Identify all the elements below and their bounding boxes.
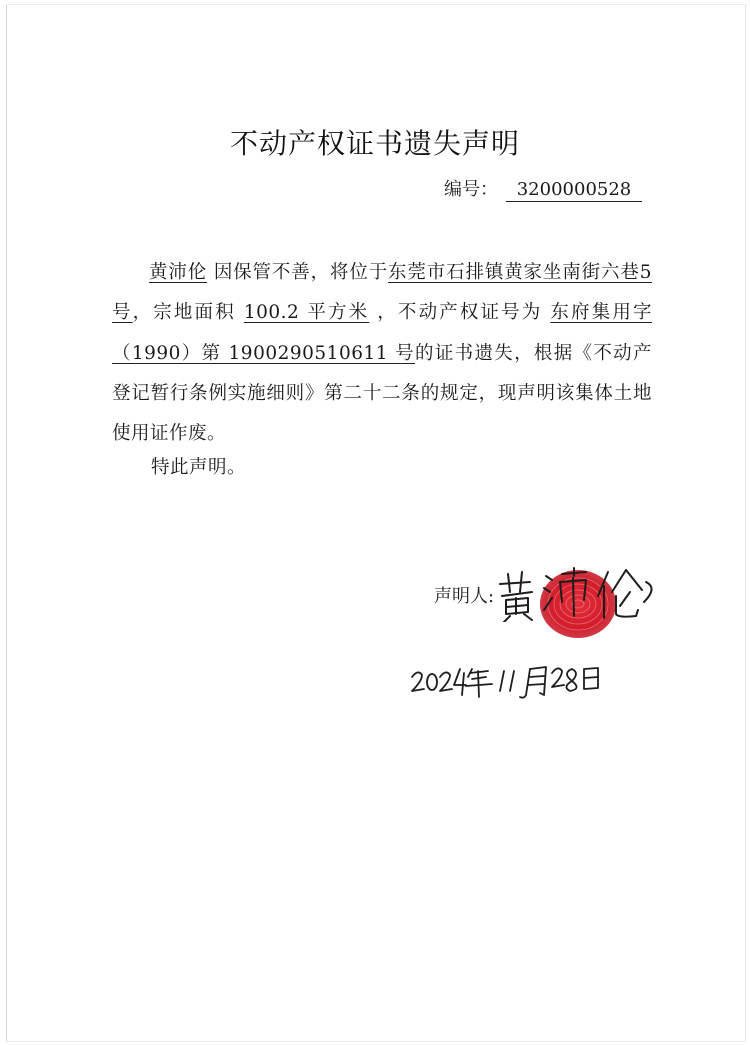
page-title: 不动产权证书遗失声明 xyxy=(229,127,520,160)
certificate-number: 东府集用字（1990）第 1900290510611 号 xyxy=(112,302,652,364)
property-location: 东莞市石排镇黄家坐南街六巷5号 xyxy=(112,262,652,324)
declaration-body xyxy=(112,253,652,454)
serial-number-line xyxy=(444,175,642,202)
land-area: 100.2 平方米 xyxy=(243,302,370,324)
serial-number: 3200000528 xyxy=(506,179,642,202)
body-text-4: 的证书遗失，根据《不动产登记暂行条例实施细则》第二十二条的规定，现声明该集体土地使用证作废。 xyxy=(112,342,652,445)
signature-block xyxy=(404,560,704,640)
declaration-paragraph xyxy=(112,253,652,454)
body-text-1: 因保管不善，将位于 xyxy=(207,262,389,283)
declarant-label: 声明人: xyxy=(434,586,495,607)
closing-statement: 特此声明。 xyxy=(151,457,247,478)
body-text-2: ，宗地面积 xyxy=(132,302,244,324)
handwritten-signature xyxy=(496,562,666,622)
serial-label: 编号： xyxy=(444,179,498,200)
body-text-3: ，不动产权证号为 xyxy=(369,302,551,324)
owner-name: 黄沛伦 xyxy=(149,262,208,283)
handwritten-date xyxy=(402,655,642,701)
